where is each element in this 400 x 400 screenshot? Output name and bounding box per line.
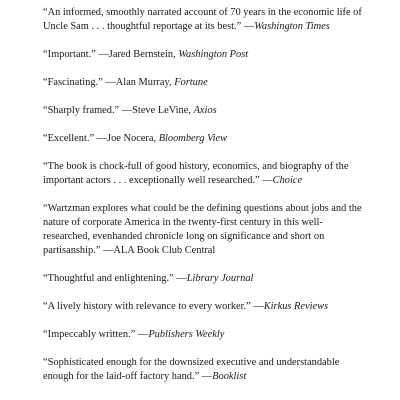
- blurb-source: Fortune: [174, 77, 208, 88]
- blurb-quote: “Important.” —Jared Bernstein,: [43, 49, 179, 60]
- blurb-source: Axios: [193, 105, 217, 116]
- blurb-quote: “Wartzman explores what could be the defining questions about jobs and the nature of corporate America in the twenty-first century in this well-researched, evenhanded chronicle long on significance and short on partisanship.” —ALA Book Club Central: [43, 203, 362, 256]
- blurb-choice: [43, 160, 363, 188]
- blurb-washington-post: [43, 48, 363, 62]
- blurb-washington-times: [43, 6, 363, 34]
- blurb-fortune: [43, 76, 363, 90]
- blurb-quote: “A lively history with relevance to every worker.” —: [43, 301, 264, 312]
- blurb-ala-book-club-central: [43, 202, 363, 258]
- blurb-quote: “An informed, smoothly narrated account of 70 years in the economic life of Uncle Sam . . . thoughtful reportage at its best.” —: [43, 7, 362, 32]
- blurb-booklist: [43, 356, 363, 384]
- blurb-source: Bloomberg View: [158, 133, 228, 144]
- blurb-source: Kirkus Reviews: [263, 301, 329, 312]
- blurb-bloomberg-view: [43, 132, 363, 146]
- blurb-quote: “Fascinating.” —Alan Murray,: [43, 77, 175, 88]
- blurb-kirkus-reviews: [43, 300, 363, 314]
- blurb-source: Choice: [272, 175, 303, 186]
- blurb-quote: “Excellent.” —Joe Nocera,: [43, 133, 159, 144]
- blurb-publishers-weekly: [43, 328, 363, 342]
- blurb-source: Library Journal: [186, 273, 254, 284]
- blurb-source: Booklist: [212, 371, 247, 382]
- blurb-library-journal: [43, 272, 363, 286]
- praise-page: [43, 6, 363, 398]
- blurb-quote: “The book is chock-full of good history, economics, and biography of the important actors . . . exceptionally well researched.” —: [43, 161, 349, 186]
- blurb-quote: “Impeccably written.” —: [43, 329, 149, 340]
- blurb-quote: “Sophisticated enough for the downsized executive and understandable enough for the laid-off factory hand.” —: [43, 357, 340, 382]
- blurb-axios: [43, 104, 363, 118]
- blurb-quote: “Thoughtful and enlightening.” —: [43, 273, 187, 284]
- blurb-source: Publishers Weekly: [148, 329, 225, 340]
- blurb-source: Washington Post: [178, 49, 249, 60]
- blurb-quote: “Sharply framed.” —Steve LeVine,: [43, 105, 194, 116]
- blurb-source: Washington Times: [254, 21, 330, 32]
